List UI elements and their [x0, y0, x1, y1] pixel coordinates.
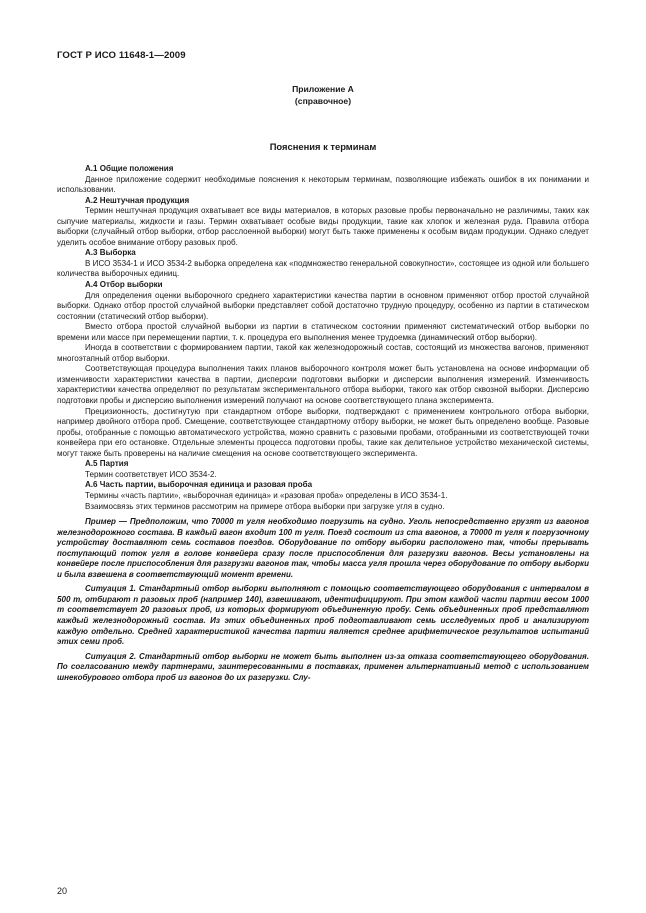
- paragraph: Термины «часть партии», «выборочная единица» и «разовая проба» определены в ИСО 3534-1.: [85, 490, 448, 500]
- heading-a5: А.5 Партия: [85, 459, 129, 469]
- page-number: 20: [57, 886, 68, 896]
- paragraph: Иногда в соответствии с формированием партии, такой как железнодорожный состав, состоящий из множества вагонов, применяют многоэтапный отбор выборки.: [57, 343, 589, 363]
- heading-a1: А.1 Общие положения: [85, 164, 174, 173]
- paragraph: Термин нештучная продукция охватывает все виды материалов, в которых разовые пробы первоначально не различимы, таких как сыпучие материалы, жидкости и газы. Термин охватывает особые виды продукции, такие как хлопок и железная руда. Правила отбора выборки (случайный отбор выборки, отбор расслоенной выборки) могут быть также применены к особым видам продукции. Однако следует уделить особое внимание отбору разовых проб.: [57, 206, 589, 247]
- paragraph: В ИСО 3534-1 и ИСО 3534-2 выборка определена как «подмножество генеральной совокупности», состоящее из одной или большего количества выборочных единиц.: [57, 258, 589, 279]
- heading-a3: А.3 Выборка: [85, 248, 136, 258]
- paragraph: Термин соответствует ИСО 3534-2.: [85, 469, 217, 479]
- appendix-title: Приложение А: [292, 84, 354, 94]
- paragraph: Данное приложение содержит необходимые пояснения к некоторым терминам, позволяющие избежать ошибок в их понимании и использовании.: [57, 174, 589, 195]
- situation-2-paragraph: Ситуация 2. Стандартный отбор выборки не может быть выполнен из-за отказа соответствующего оборудования. По согласованию между партнерами, заинтересованными в поставках, применен альтернативный метод с использованием шнекобурового отбора проб из вагонов до их разгрузки. Слу-: [57, 651, 589, 682]
- example-paragraph: Пример — Предположим, что 70000 т угля необходимо погрузить на судно. Уголь непосредственно грузят из вагонов железнодорожного состава. В каждый вагон входит 100 т угля. Поезд состоит из ста вагонов, а 70000 т угля к погрузочному устройству доставляют семь составов поездов. Оборудование по отбору выборки расположено так, чтобы прерывать поступающий поток угля в голове конвейера сразу после приспособления для разгрузки вагонов. Весы установлены на конвейере после приспособления для разгрузки вагонов так, чтобы масса угля прошла через оборудование по отбору выборки и была взвешена в соответствующий момент времени.: [57, 517, 589, 579]
- heading-a2: А.2 Нештучная продукция: [85, 195, 190, 205]
- section-title: Пояснения к терминам: [269, 141, 377, 152]
- paragraph: Для определения оценки выборочного среднего характеристики качества партии в основном применяют отбор простой случайной выборки. Однако отбор простой случайной выборки представляет собой достаточно трудную процедуру, особенно из партии в статическом состоянии (статический отбор выборки).: [57, 290, 589, 321]
- appendix-type: (справочное): [294, 96, 352, 106]
- paragraph: Соответствующая процедура выполнения таких планов выборочного контроля может быть установлена на основе информации об изменчивости характеристики качества в партии, дисперсии подготовки выборки и дисперсии выполнения измерений. Изменчивость характеристики качества определяют по результатам экспериментального отбора выборки, такого как отбор сквозной выборки. Дисперсию подготовки пробы и дисперсию выполнения измерений получают на основе соответствующего плана эксперимента.: [57, 364, 589, 406]
- heading-a4: А.4 Отбор выборки: [85, 280, 163, 290]
- paragraph: Прецизионность, достигнутую при стандартном отборе выборки, подтверждают с применением контрольного отбора выборки, например двойного отбора проб. Смещение, соответствующее стандартному отбору выборки, не может быть определено вообще. Разовые пробы, отобранные с помощью автоматического устройства, можно сравнить с разовыми пробами, отобранными из соответствующей точки конвейера при его остановке. Отдельные элементы процесса подготовки пробы, такие как делительное устройство механической системы, могут также быть проверены на наличие смещения на основе соответствующего эксперимента.: [57, 406, 589, 458]
- paragraph: Вместо отбора простой случайной выборки из партии в статическом состоянии применяют систематический отбор выборки по времени или массе при перемещении партии, т. к. процедура его выполнения менее трудоемка (динамический отбор выборки).: [57, 322, 589, 342]
- body-text: [57, 164, 589, 683]
- paragraph: Взаимосвязь этих терминов рассмотрим на примере отбора выборки при загрузке угля в судно.: [85, 501, 445, 511]
- heading-a6: А.6 Часть партии, выборочная единица и разовая проба: [85, 480, 313, 490]
- situation-1-paragraph: Ситуация 1. Стандартный отбор выборки выполняют с помощью соответствующего оборудования с интервалом в 500 т, отбирают n разовых проб (например 140), взвешивают, идентифицируют. При этом каждой части партии весом 1000 т соответствует 20 разовых проб, из которых формируют объединенную пробу. Семь объединенных проб представляют каждый железнодорожный состав. Из этих объединенных проб подготавливают семь исследуемых проб и анализируют каждую отдельно. Средней характеристикой качества партии является среднее арифметическое результатов испытаний этих семи проб.: [57, 584, 589, 647]
- standard-header: ГОСТ Р ИСО 11648-1—2009: [57, 50, 186, 61]
